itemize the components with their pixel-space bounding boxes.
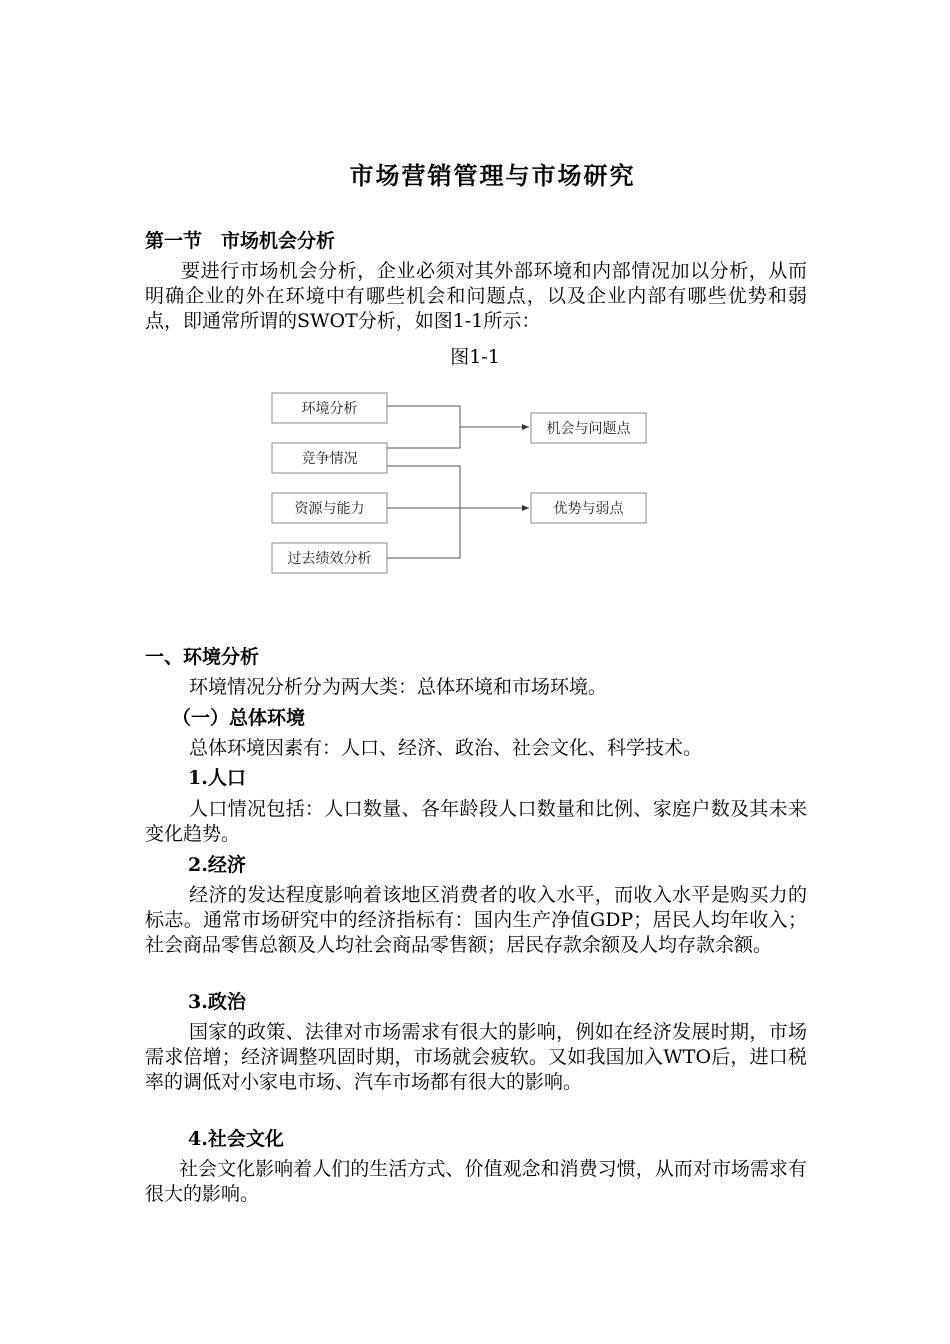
connector-top-bracket — [387, 406, 460, 448]
heading-politics: 3.政治 — [188, 991, 246, 1013]
heading-social-culture: 4.社会文化 — [188, 1128, 284, 1150]
section-heading: 第一节 市场机会分析 — [145, 230, 336, 252]
input-label-environment: 环境分析 — [301, 401, 358, 417]
heading-environment-analysis: 一、环境分析 — [145, 646, 260, 668]
figure-caption: 图1-1 — [450, 346, 500, 368]
input-label-competition: 竞争情况 — [301, 451, 358, 467]
paragraph-politics: 国家的政策、法律对市场需求有很大的影响，例如在经济发展时期，市场需求倍增；经济调整巩固时期，市场就会疲软。又如我国加入WTO后，进口税率的调低对小家电市场、汽车市场都有很大的影响。 — [145, 1021, 807, 1093]
output-label-strengths: 优势与弱点 — [553, 501, 624, 517]
paragraph-economy: 经济的发达程度影响着该地区消费者的收入水平，而收入水平是购买力的标志。通常市场研究中的经济指标有：国内生产净值GDP；居民人均年收入；社会商品零售总额及人均社会商品零售额；居民存款余额及人均存款余额。 — [145, 884, 807, 956]
paragraph-population: 人口情况包括：人口数量、各年龄段人口数量和比例、家庭户数及其未来变化趋势。 — [145, 798, 807, 845]
swot-diagram — [0, 0, 950, 620]
connector-bottom-bracket — [387, 466, 460, 558]
heading-population: 1.人口 — [188, 767, 246, 789]
paragraph-social-culture: 社会文化影响着人们的生活方式、价值观念和消费习惯，从而对市场需求有很大的影响。 — [145, 1158, 807, 1205]
input-label-performance: 过去绩效分析 — [287, 551, 372, 567]
heading-economy: 2.经济 — [188, 854, 246, 876]
input-label-resources: 资源与能力 — [294, 501, 365, 517]
output-label-opportunities: 机会与问题点 — [546, 421, 631, 437]
paragraph-environment-types: 环境情况分析分为两大类：总体环境和市场环境。 — [189, 676, 608, 698]
heading-general-environment: （一）总体环境 — [172, 707, 306, 729]
document-title: 市场营销管理与市场研究 — [349, 161, 636, 190]
intro-paragraph: 要进行市场机会分析，企业必须对其外部环境和内部情况加以分析，从而明确企业的外在环境中有哪些机会和问题点，以及企业内部有哪些优势和弱点，即通常所谓的SWOT分析，如图1-1所示： — [145, 260, 807, 332]
paragraph-general-factors: 总体环境因素有：人口、经济、政治、社会文化、科学技术。 — [189, 737, 703, 759]
